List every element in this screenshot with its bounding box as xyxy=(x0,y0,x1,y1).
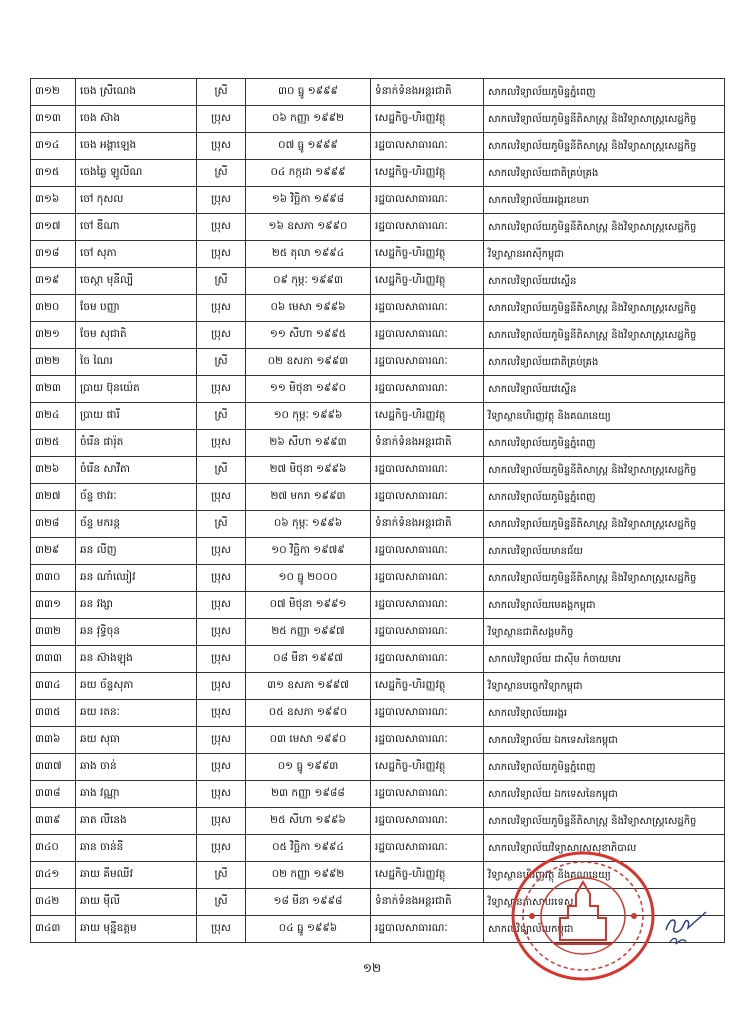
study-field-cell: សេដ្ឋកិច្ច-ហិរញ្ញវត្ថុ xyxy=(371,268,484,295)
table-row xyxy=(31,700,725,727)
page-number: ១២ xyxy=(362,961,382,975)
study-field-cell: រដ្ឋបាលសាធារណៈ xyxy=(371,592,484,619)
row-number-cell: ៣៣៨ xyxy=(31,781,76,808)
gender-cell: ស្រី xyxy=(197,889,246,916)
gender-cell: ប្រុស xyxy=(197,241,246,268)
institution-cell: វិទ្យាស្ថានបច្ចេកវិទ្យាកម្ពុជា xyxy=(484,673,725,700)
gender-cell: ប្រុស xyxy=(197,727,246,754)
gender-cell: ប្រុស xyxy=(197,619,246,646)
institution-cell: សាកលវិទ្យាល័យជាតិគ្រប់គ្រង xyxy=(484,160,725,187)
date-of-birth-cell: ២៥ កញ្ញា ១៩៩៧ xyxy=(246,619,371,646)
person-name-cell: ចៅ កុសល xyxy=(76,187,197,214)
study-field-cell: សេដ្ឋកិច្ច-ហិរញ្ញវត្ថុ xyxy=(371,106,484,133)
study-field-cell: សេដ្ឋកិច្ច-ហិរញ្ញវត្ថុ xyxy=(371,241,484,268)
gender-cell: ប្រុស xyxy=(197,187,246,214)
institution-cell: វិទ្យាស្ថានអាស៊ីកម្ពុជា xyxy=(484,241,725,268)
table-row xyxy=(31,133,725,160)
row-number-cell: ៣៣៥ xyxy=(31,700,76,727)
person-name-cell: ចេស្តា មុនីល្បី xyxy=(76,268,197,295)
gender-cell: ប្រុស xyxy=(197,538,246,565)
row-number-cell: ៣៣២ xyxy=(31,619,76,646)
table-row xyxy=(31,376,725,403)
study-field-cell: រដ្ឋបាលសាធារណៈ xyxy=(371,646,484,673)
study-field-cell: សេដ្ឋកិច្ច-ហិរញ្ញវត្ថុ xyxy=(371,403,484,430)
person-name-cell: ចេង អង្គាឡេង xyxy=(76,133,197,160)
table-row xyxy=(31,754,725,781)
gender-cell: ប្រុស xyxy=(197,484,246,511)
institution-cell: សាកលវិទ្យាល័យភូមិន្ទនីតិសាស្ត្រ និងវិទ្យាសាស្ត្រសេដ្ឋកិច្ច xyxy=(484,106,725,133)
row-number-cell: ៣៣៣ xyxy=(31,646,76,673)
gender-cell: ស្រី xyxy=(197,511,246,538)
table-row xyxy=(31,781,725,808)
person-name-cell: ឆន វង្សា xyxy=(76,592,197,619)
study-field-cell: រដ្ឋបាលសាធារណៈ xyxy=(371,187,484,214)
study-field-cell: រដ្ឋបាលសាធារណៈ xyxy=(371,484,484,511)
person-name-cell: ឆន ស៊ាងឡុង xyxy=(76,646,197,673)
table-row xyxy=(31,511,725,538)
institution-cell: សាកលវិទ្យាល័យភូមិន្ទភ្នំពេញ xyxy=(484,430,725,457)
row-number-cell: ៣២៥ xyxy=(31,430,76,457)
person-name-cell: ច័ន្ទ ថាវរៈ xyxy=(76,484,197,511)
institution-cell: សាកលវិទ្យាល័យភូមិន្ទភ្នំពេញ xyxy=(484,79,725,106)
date-of-birth-cell: ០២ កញ្ញា ១៩៩២ xyxy=(246,862,371,889)
row-number-cell: ៣៤០ xyxy=(31,835,76,862)
table-row xyxy=(31,619,725,646)
institution-cell: សាកលវិទ្យាល័យអង្គរ xyxy=(484,700,725,727)
table-row xyxy=(31,295,725,322)
person-name-cell: ឆាត លីនេង xyxy=(76,808,197,835)
gender-cell: ប្រុស xyxy=(197,835,246,862)
study-field-cell: សេដ្ឋកិច្ច-ហិរញ្ញវត្ថុ xyxy=(371,754,484,781)
study-field-cell: រដ្ឋបាលសាធារណៈ xyxy=(371,781,484,808)
institution-cell: សាកលវិទ្យាល័យភូមិន្ទនីតិសាស្ត្រ និងវិទ្យាសាស្ត្រសេដ្ឋកិច្ច xyxy=(484,133,725,160)
study-field-cell: ទំនាក់ទំនងអន្តរជាតិ xyxy=(371,430,484,457)
institution-cell: វិទ្យាស្ថានជាតិសង្គមកិច្ច xyxy=(484,619,725,646)
person-name-cell: ចេង ស៊ាង xyxy=(76,106,197,133)
date-of-birth-cell: ១០ ធ្នូ ២០០០ xyxy=(246,565,371,592)
institution-cell: សាកលវិទ្យាល័យភូមិន្ទនីតិសាស្ត្រ និងវិទ្យាសាស្ត្រសេដ្ឋកិច្ច xyxy=(484,565,725,592)
gender-cell: ប្រុស xyxy=(197,133,246,160)
date-of-birth-cell: ២៧ មករា ១៩៩៣ xyxy=(246,484,371,511)
person-name-cell: ឆាយ ម៉ីលី xyxy=(76,889,197,916)
row-number-cell: ៣២៣ xyxy=(31,376,76,403)
table-row xyxy=(31,430,725,457)
table-row xyxy=(31,403,725,430)
row-number-cell: ៣៣១ xyxy=(31,592,76,619)
person-name-cell: ឆន វុទ្ធិចុន xyxy=(76,619,197,646)
study-field-cell: រដ្ឋបាលសាធារណៈ xyxy=(371,538,484,565)
institution-cell: សាកលវិទ្យាល័យ ជាស៊ីម កំចាយមារ xyxy=(484,646,725,673)
date-of-birth-cell: ០៦ មេសា ១៩៩៦ xyxy=(246,295,371,322)
row-number-cell: ៣២០ xyxy=(31,295,76,322)
study-field-cell: រដ្ឋបាលសាធារណៈ xyxy=(371,619,484,646)
study-field-cell: រដ្ឋបាលសាធារណៈ xyxy=(371,376,484,403)
institution-cell: សាកលវិទ្យាល័យភូមិន្ទភ្នំពេញ xyxy=(484,484,725,511)
date-of-birth-cell: ២៥ តុលា ១៩៩៤ xyxy=(246,241,371,268)
table-row xyxy=(31,673,725,700)
table-row xyxy=(31,322,725,349)
gender-cell: ប្រុស xyxy=(197,430,246,457)
date-of-birth-cell: ២៥ សីហា ១៩៩៦ xyxy=(246,808,371,835)
table-row xyxy=(31,214,725,241)
person-name-cell: ឆាយ មុន្នីឧត្តម xyxy=(76,916,197,943)
study-field-cell: រដ្ឋបាលសាធារណៈ xyxy=(371,214,484,241)
institution-cell: សាកលវិទ្យាល័យភូមិន្ទនីតិសាស្ត្រ និងវិទ្យាសាស្ត្រសេដ្ឋកិច្ច xyxy=(484,295,725,322)
person-name-cell: ឆាន ចាន់នី xyxy=(76,835,197,862)
institution-cell: សាកលវិទ្យាល័យមេគង្គកម្ពុជា xyxy=(484,592,725,619)
row-number-cell: ៣១២ xyxy=(31,79,76,106)
person-name-cell: ប្រាយ ប៊ុនយ៉េត xyxy=(76,376,197,403)
date-of-birth-cell: ០៩ កុម្ភៈ ១៩៩៣ xyxy=(246,268,371,295)
institution-cell: សាកលវិទ្យាល័យវិទ្យាសាស្ត្រសុខាភិបាល xyxy=(484,835,725,862)
person-name-cell: ចែម សុជាតិ xyxy=(76,322,197,349)
row-number-cell: ៣២១ xyxy=(31,322,76,349)
date-of-birth-cell: ១១ សីហា ១៩៩៥ xyxy=(246,322,371,349)
gender-cell: ប្រុស xyxy=(197,754,246,781)
institution-cell: វិទ្យាស្ថានហិរញ្ញវត្ថុ និងគណនេយ្យ xyxy=(484,862,725,889)
gender-cell: ប្រុស xyxy=(197,781,246,808)
gender-cell: ប្រុស xyxy=(197,106,246,133)
row-number-cell: ៣១៨ xyxy=(31,241,76,268)
row-number-cell: ៣៣៧ xyxy=(31,754,76,781)
table-row xyxy=(31,646,725,673)
institution-cell: សាកលវិទ្យាល័យវេស្ទើន xyxy=(484,268,725,295)
person-name-cell: ឆយ រតនៈ xyxy=(76,700,197,727)
study-field-cell: រដ្ឋបាលសាធារណៈ xyxy=(371,565,484,592)
person-name-cell: ឆាង វណ្ណា xyxy=(76,781,197,808)
table-row xyxy=(31,565,725,592)
institution-cell: សាកលវិទ្យាល័យភូមិន្ទនីតិសាស្ត្រ និងវិទ្យាសាស្ត្រសេដ្ឋកិច្ច xyxy=(484,322,725,349)
table-row xyxy=(31,106,725,133)
date-of-birth-cell: ១៦ ឧសភា ១៩៩០ xyxy=(246,214,371,241)
row-number-cell: ៣១៦ xyxy=(31,187,76,214)
study-field-cell: សេដ្ឋកិច្ច-ហិរញ្ញវត្ថុ xyxy=(371,673,484,700)
person-name-cell: ឆន លីញ xyxy=(76,538,197,565)
institution-cell: សាកលវិទ្យាល័យកម្ពុជា xyxy=(484,916,725,943)
study-field-cell: រដ្ឋបាលសាធារណៈ xyxy=(371,322,484,349)
study-field-cell: រដ្ឋបាលសាធារណៈ xyxy=(371,295,484,322)
gender-cell: ស្រី xyxy=(197,268,246,295)
person-name-cell: ចេងឆ្ងៃ ឡូលីណ xyxy=(76,160,197,187)
gender-cell: ស្រី xyxy=(197,349,246,376)
row-number-cell: ៣៤២ xyxy=(31,889,76,916)
institution-cell: សាកលវិទ្យាល័យភូមិន្ទនីតិសាស្ត្រ និងវិទ្យាសាស្ត្រសេដ្ឋកិច្ច xyxy=(484,511,725,538)
date-of-birth-cell: ០៥ វិច្ឆិកា ១៩៩៤ xyxy=(246,835,371,862)
study-field-cell: ទំនាក់ទំនងអន្តរជាតិ xyxy=(371,889,484,916)
study-field-cell: រដ្ឋបាលសាធារណៈ xyxy=(371,916,484,943)
person-name-cell: ឆាង ចាន់ xyxy=(76,754,197,781)
table-row xyxy=(31,808,725,835)
date-of-birth-cell: ១១ មិថុនា ១៩៩០ xyxy=(246,376,371,403)
roster-table xyxy=(30,78,725,943)
table-row xyxy=(31,79,725,106)
institution-cell: សាកលវិទ្យាល័យអង្គរខេមរា xyxy=(484,187,725,214)
gender-cell: ប្រុស xyxy=(197,700,246,727)
royal-seal-angkor-icon xyxy=(508,848,658,984)
date-of-birth-cell: ០៧ ធ្នូ ១៩៩៩ xyxy=(246,133,371,160)
roster-body xyxy=(31,79,725,943)
gender-cell: ស្រី xyxy=(197,403,246,430)
row-number-cell: ៣១៣ xyxy=(31,106,76,133)
gender-cell: ប្រុស xyxy=(197,646,246,673)
table-row xyxy=(31,160,725,187)
row-number-cell: ៣៣៤ xyxy=(31,673,76,700)
person-name-cell: ឆាយ គីមឈីវ xyxy=(76,862,197,889)
date-of-birth-cell: ០៣ មេសា ១៩៩០ xyxy=(246,727,371,754)
table-row xyxy=(31,457,725,484)
institution-cell: វិទ្យាស្ថានហិរញ្ញវត្ថុ និងគណនេយ្យ xyxy=(484,403,725,430)
institution-cell: សាកលវិទ្យាល័យជាតិគ្រប់គ្រង xyxy=(484,349,725,376)
gender-cell: ប្រុស xyxy=(197,214,246,241)
person-name-cell: ចៃ ណៃរ xyxy=(76,349,197,376)
gender-cell: ស្រី xyxy=(197,79,246,106)
study-field-cell: រដ្ឋបាលសាធារណៈ xyxy=(371,457,484,484)
person-name-cell: ឆន ណាំឈៀវ xyxy=(76,565,197,592)
person-name-cell: ប្រាយ ផារី xyxy=(76,403,197,430)
date-of-birth-cell: ០៤ ធ្នូ ១៩៩៦ xyxy=(246,916,371,943)
person-name-cell: ចេង ស្រីណេង xyxy=(76,79,197,106)
date-of-birth-cell: ០៤ កក្កដា ១៩៩៩ xyxy=(246,160,371,187)
row-number-cell: ៣២៩ xyxy=(31,538,76,565)
row-number-cell: ៣៤៣ xyxy=(31,916,76,943)
person-name-cell: ឆយ ច័ន្ទសុភា xyxy=(76,673,197,700)
table-row xyxy=(31,727,725,754)
gender-cell: ប្រុស xyxy=(197,295,246,322)
table-row xyxy=(31,187,725,214)
study-field-cell: ទំនាក់ទំនងអន្តរជាតិ xyxy=(371,511,484,538)
table-row xyxy=(31,349,725,376)
row-number-cell: ៣១៤ xyxy=(31,133,76,160)
gender-cell: ប្រុស xyxy=(197,376,246,403)
study-field-cell: រដ្ឋបាលសាធារណៈ xyxy=(371,727,484,754)
row-number-cell: ៣២៤ xyxy=(31,403,76,430)
table-row xyxy=(31,538,725,565)
person-name-cell: ចៅ សុភា xyxy=(76,241,197,268)
institution-cell: សាកលវិទ្យាល័យ ឯកទេសនៃកម្ពុជា xyxy=(484,727,725,754)
institution-cell: សាកលវិទ្យាល័យ ឯកទេសនៃកម្ពុជា xyxy=(484,781,725,808)
table-row xyxy=(31,592,725,619)
row-number-cell: ៣៣៦ xyxy=(31,727,76,754)
table-row xyxy=(31,241,725,268)
person-name-cell: ចៅ ឌីណា xyxy=(76,214,197,241)
date-of-birth-cell: ១០ កុម្ភៈ ១៩៩៦ xyxy=(246,403,371,430)
date-of-birth-cell: ២៧ មិថុនា ១៩៩៦ xyxy=(246,457,371,484)
study-field-cell: សេដ្ឋកិច្ច-ហិរញ្ញវត្ថុ xyxy=(371,160,484,187)
gender-cell: ស្រី xyxy=(197,457,246,484)
person-name-cell: ឆយ សុធា xyxy=(76,727,197,754)
date-of-birth-cell: ០៧ មិថុនា ១៩៩១ xyxy=(246,592,371,619)
study-field-cell: ទំនាក់ទំនងអន្តរជាតិ xyxy=(371,79,484,106)
date-of-birth-cell: ១០ វិច្ឆិកា ១៩៧៩ xyxy=(246,538,371,565)
institution-cell: សាកលវិទ្យាល័យភូមិន្ទនីតិសាស្ត្រ និងវិទ្យាសាស្ត្រសេដ្ឋកិច្ច xyxy=(484,808,725,835)
study-field-cell: រដ្ឋបាលសាធារណៈ xyxy=(371,349,484,376)
table-row xyxy=(31,268,725,295)
study-field-cell: រដ្ឋបាលសាធារណៈ xyxy=(371,808,484,835)
institution-cell: សាកលវិទ្យាល័យមានជ័យ xyxy=(484,538,725,565)
date-of-birth-cell: ១៦ វិច្ឆិកា ១៩៩៨ xyxy=(246,187,371,214)
table-row xyxy=(31,484,725,511)
institution-cell: សាកលវិទ្យាល័យភូមិន្ទនីតិសាស្ត្រ និងវិទ្យាសាស្ត្រសេដ្ឋកិច្ច xyxy=(484,214,725,241)
row-number-cell: ៣១៩ xyxy=(31,268,76,295)
date-of-birth-cell: ០២ ឧសភា ១៩៩៣ xyxy=(246,349,371,376)
date-of-birth-cell: ១៨ មីនា ១៩៩៨ xyxy=(246,889,371,916)
gender-cell: ប្រុស xyxy=(197,916,246,943)
date-of-birth-cell: ០៨ មីនា ១៩៩៧ xyxy=(246,646,371,673)
study-field-cell: រដ្ឋបាលសាធារណៈ xyxy=(371,835,484,862)
date-of-birth-cell: ២៦ សីហា ១៩៩៣ xyxy=(246,430,371,457)
study-field-cell: សេដ្ឋកិច្ច-ហិរញ្ញវត្ថុ xyxy=(371,862,484,889)
row-number-cell: ៣២៦ xyxy=(31,457,76,484)
person-name-cell: ចំរើន ផារ៉ុត xyxy=(76,430,197,457)
row-number-cell: ៣៣៩ xyxy=(31,808,76,835)
person-name-cell: ចែម បញ្ញា xyxy=(76,295,197,322)
institution-cell: សាកលវិទ្យាល័យភូមិន្ទនីតិសាស្ត្រ និងវិទ្យាសាស្ត្រសេដ្ឋកិច្ច xyxy=(484,457,725,484)
date-of-birth-cell: ០១ ធ្នូ ១៩៩៣ xyxy=(246,754,371,781)
institution-cell: សាកលវិទ្យាល័យវេស្ទើន xyxy=(484,376,725,403)
gender-cell: ប្រុស xyxy=(197,322,246,349)
date-of-birth-cell: ៣០ ធ្នូ ១៩៩៩ xyxy=(246,79,371,106)
date-of-birth-cell: ០៥ ឧសភា ១៩៩០ xyxy=(246,700,371,727)
row-number-cell: ៣២៨ xyxy=(31,511,76,538)
gender-cell: ប្រុស xyxy=(197,592,246,619)
person-name-cell: ច័ន្ទ មករន្ត xyxy=(76,511,197,538)
gender-cell: ប្រុស xyxy=(197,673,246,700)
date-of-birth-cell: ០៦ កុម្ភៈ ១៩៩៦ xyxy=(246,511,371,538)
gender-cell: ស្រី xyxy=(197,160,246,187)
row-number-cell: ៣១៥ xyxy=(31,160,76,187)
date-of-birth-cell: ០៦ កញ្ញា ១៩៩២ xyxy=(246,106,371,133)
person-name-cell: ចំរើន សាវីតា xyxy=(76,457,197,484)
study-field-cell: រដ្ឋបាលសាធារណៈ xyxy=(371,700,484,727)
date-of-birth-cell: ៣១ ឧសភា ១៩៩៧ xyxy=(246,673,371,700)
institution-cell: វិទ្យាស្ថានភាសាបរទេស xyxy=(484,889,725,916)
row-number-cell: ៣៤១ xyxy=(31,862,76,889)
row-number-cell: ៣២២ xyxy=(31,349,76,376)
institution-cell: សាកលវិទ្យាល័យភូមិន្ទភ្នំពេញ xyxy=(484,754,725,781)
gender-cell: ប្រុស xyxy=(197,808,246,835)
row-number-cell: ៣៣០ xyxy=(31,565,76,592)
study-field-cell: រដ្ឋបាលសាធារណៈ xyxy=(371,133,484,160)
gender-cell: ស្រី xyxy=(197,862,246,889)
signature-mark xyxy=(660,908,710,948)
date-of-birth-cell: ២៣ កញ្ញា ១៩៨៨ xyxy=(246,781,371,808)
row-number-cell: ៣១៧ xyxy=(31,214,76,241)
gender-cell: ប្រុស xyxy=(197,565,246,592)
row-number-cell: ៣២៧ xyxy=(31,484,76,511)
